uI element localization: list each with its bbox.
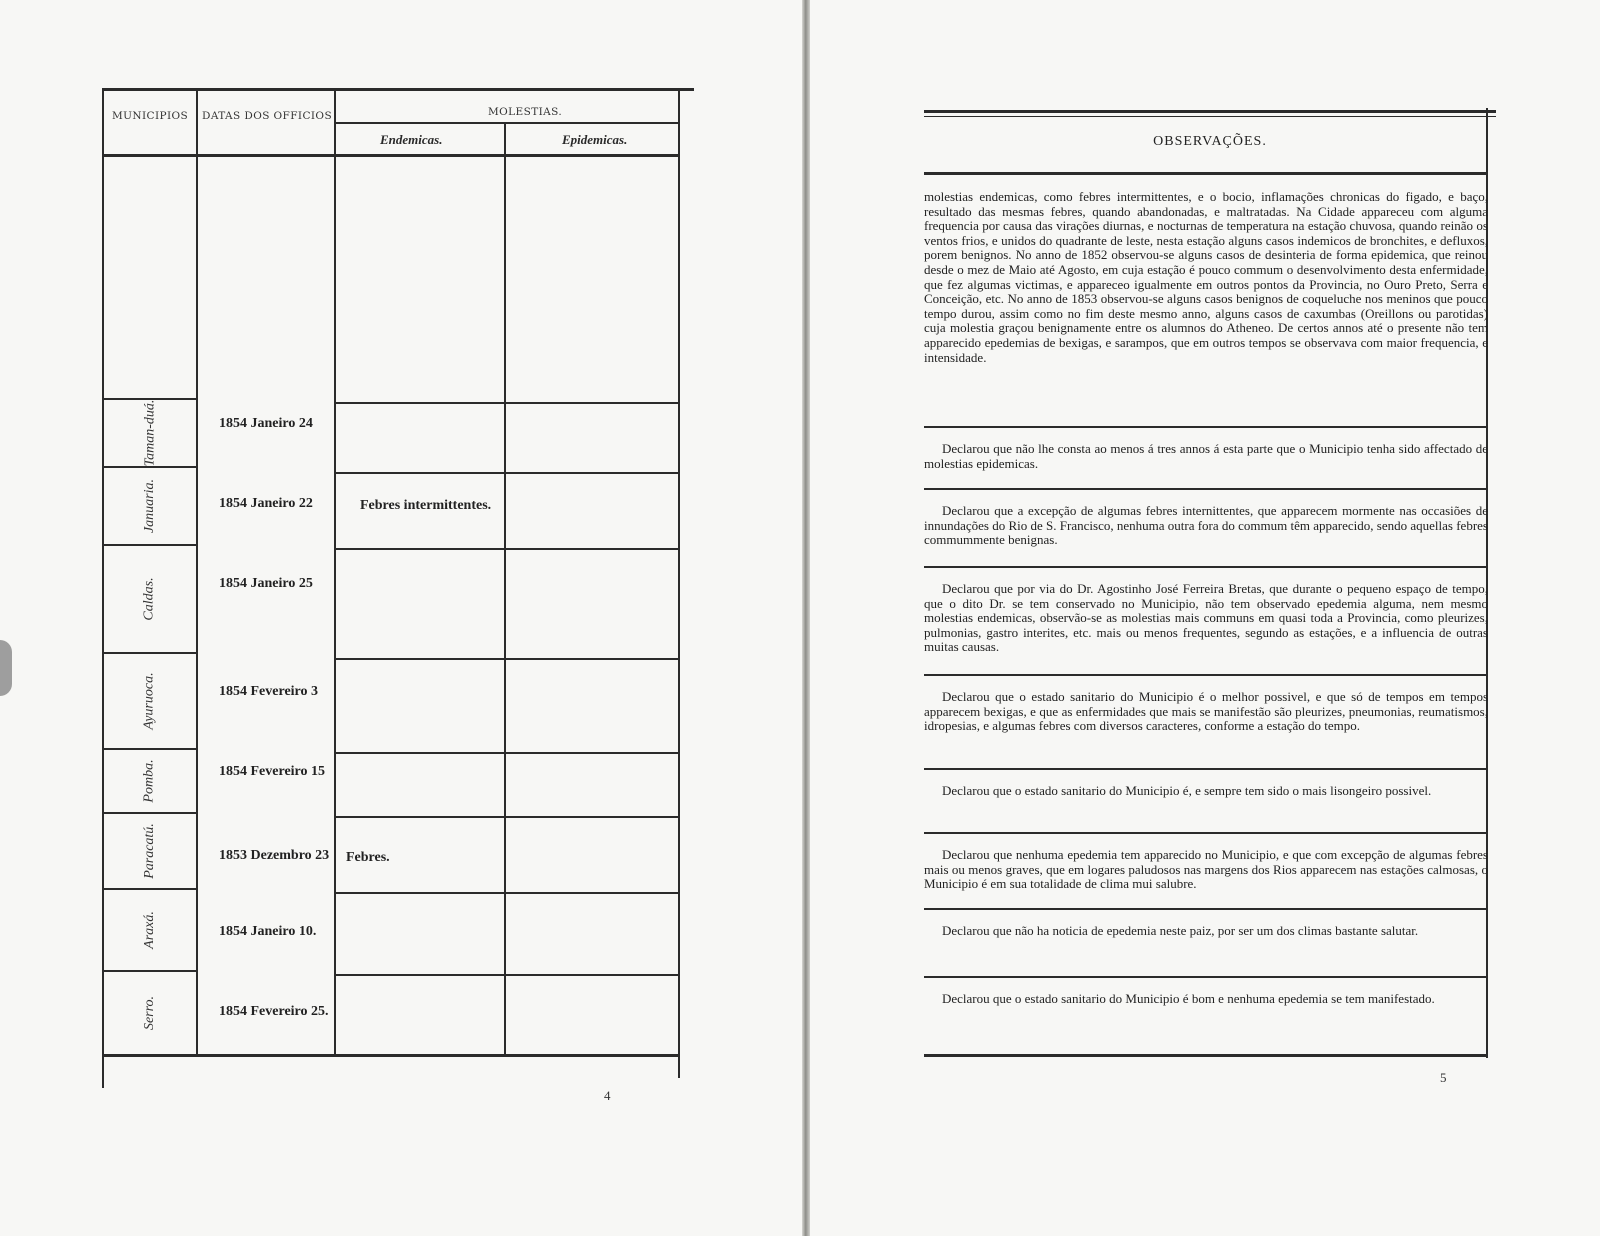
date-cell: 1854 Janeiro 24 [219,416,313,431]
municipio-cell: Ayuruoca. [142,672,157,730]
header-municipios: MUNICIPIOS [112,110,189,122]
row-separator [334,816,678,818]
row-separator [334,752,678,754]
date-cell: 1854 Fevereiro 15 [219,764,326,779]
row-separator [334,658,678,660]
page-edge-mark [0,640,12,696]
molestias-table [102,88,694,1088]
molestias-rule [334,122,678,124]
row-separator [334,402,678,404]
endemicas-cell: Febres intermittentes. [360,498,492,513]
row-separator [334,548,678,550]
date-cell: 1853 Dezembro 23 [219,848,330,863]
date-cell: 1854 Janeiro 25 [219,576,313,591]
obs-separator [924,426,1488,428]
municipio-cell: Taman-duá. [142,399,157,467]
header-epidemicas: Epidemicas. [562,132,628,147]
header-datas: DATAS DOS OFFICIOS [202,110,333,122]
observation-text: Declarou que o estado sanitario do Municipio é o melhor possivel, e que só de tempos em tempos apparecem bexigas, e que as enfermidades que mais se manifestão são pleurizes, pneumonias, reumatismos, idropesias, e algumas febres com diversos caracteres, conforme a estação do tempo. [924,689,1488,734]
obs-separator [924,488,1488,490]
observation-text: Declarou que a excepção de algumas febres internittentes, que apparecem mormente nas occasiões de innundações do Rio de S. Francisco, nenhuma outra fora do commum têm apparecido, sendo aquellas febres commummente benignas. [924,503,1488,548]
municipio-cell: Januaria. [142,478,157,534]
obs-top-rule [924,110,1496,113]
table-top-rule [102,88,694,91]
header-molestias: MOLESTIAS. [488,106,563,118]
obs-header-rule [924,172,1488,175]
row-separator [334,892,678,894]
municipio-cell: Caldas. [142,577,157,621]
observacoes-title: OBSERVAÇÕES. [1153,134,1267,149]
municipio-cell: Serro. [142,995,157,1031]
col-rule-3 [504,122,506,1054]
book-gutter [802,0,810,1236]
table-bottom-rule [102,1054,678,1057]
obs-separator [924,908,1488,910]
observation-text: Declarou que nenhuma epedemia tem apparecido no Municipio, e que com excepção de algumas febres mais ou menos graves, que em logares paludosos nas margens dos Rios apparecem nas estações calmosas, o Municipio é em sua totalidade de clima mui salubre. [924,847,1488,892]
page-number-left: 4 [604,1088,611,1103]
date-cell: 1854 Fevereiro 25. [219,1004,329,1019]
obs-top-rule-thin [924,116,1496,117]
page-number-right: 5 [1440,1070,1447,1085]
date-cell: 1854 Janeiro 10. [219,924,317,939]
table-right-rule [678,88,680,1078]
observation-text: Declarou que não ha noticia de epedemia neste paiz, por ser um dos climas bastante salutar. [942,923,1419,938]
date-cell: 1854 Janeiro 22 [219,496,313,511]
observations-page [924,108,1496,1088]
observation-text: Declarou que o estado sanitario do Municipio é, e sempre tem sido o mais lisongeiro possivel. [942,783,1432,798]
observation-text: molestias endemicas, como febres intermittentes, e o bocio, inflamações chronicas do figado, e baço, resultado das mesmas febres, quando abandonadas, e maltratadas. Na Cidade appareceu com alguma frequencia por causa das virações diurnas, e nocturnas de temperatura na estação chuvosa, quando reinão os ventos frios, e unidos do quadrante de leste, nesta estação alguns casos indemicos de bronchites, e defluxos, porem benignos. No anno de 1852 observou-se alguns casos de desinteria de forma epidemica, que reinou desde o mez de Maio até Agosto, em cuja estação é pouco commum o desenvolvimento desta enfermidade, que fez algumas victimas, e appareceo igualmente em outros pontos da Provincia, no Ouro Preto, Serra e Conceição, etc. No anno de 1853 observou-se alguns casos benignos de coqueluche nos meninos que pouco tempo durou, assim como no fim deste mesmo anno, alguns casos de caxumbas (Oreillons ou parotidas) cuja molestia graçou benignamente entre os alumnos do Atheneo. De certos annos até o presente não tem apparecido epedemias de bexigas, e sarampos, que em outros tempos se observava com maior frequencia, e intensidade. [924,189,1488,365]
header-bottom-rule [102,154,678,157]
obs-bottom-rule [924,1054,1488,1057]
observation-text: Declarou que o estado sanitario do Municipio é bom e nenhuma epedemia se tem manifestado. [942,991,1435,1006]
obs-separator [924,566,1488,568]
obs-separator [924,976,1488,978]
col-rule-1 [196,88,198,1054]
row-separator [334,472,678,474]
obs-separator [924,674,1488,676]
observation-text: Declarou que não lhe consta ao menos á tres annos á esta parte que o Municipio tenha sido affectado de molestias epidemicas. [924,441,1488,471]
header-endemicas: Endemicas. [380,132,443,147]
col-rule-2 [334,88,336,1054]
municipio-cell: Araxá. [142,911,157,949]
municipio-cell: Pomba. [141,759,157,803]
date-cell: 1854 Fevereiro 3 [219,684,319,699]
observation-text: Declarou que por via do Dr. Agostinho José Ferreira Bretas, que durante o pequeno espaço de tempo, que o dito Dr. se tem conservado no Municipio, não tem observado epedemia alguma, nem mesmo molestias endemicas, observão-se as molestias mais communs em quasi toda a Provincia, como pleurizes, pulmonias, gastro interites, etc. mais ou menos frequentes, segundo as estações, e a influencia de outras muitas causas. [924,581,1488,655]
row-separator [334,974,678,976]
obs-separator [924,832,1488,834]
endemicas-cell: Febres. [346,850,390,865]
municipio-cell: Paracatú. [141,823,157,879]
obs-separator [924,768,1488,770]
